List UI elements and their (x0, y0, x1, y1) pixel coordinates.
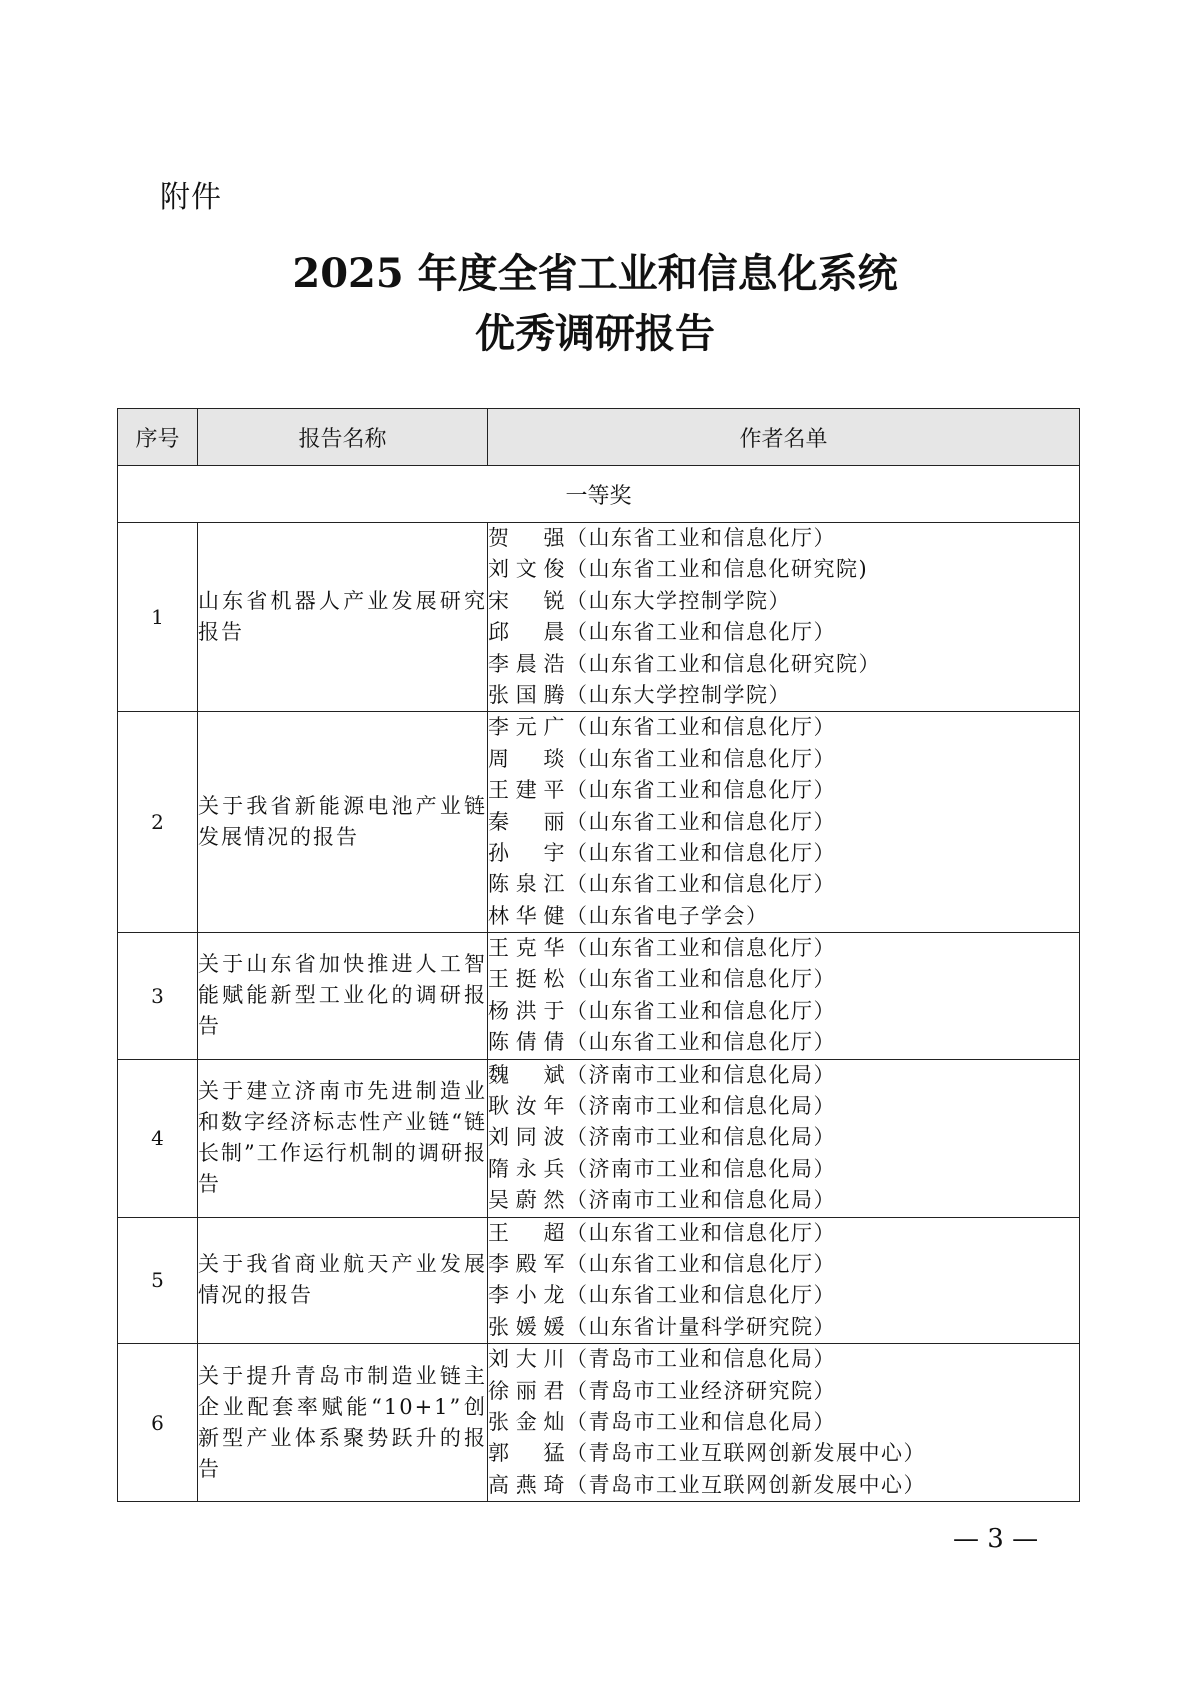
tier-label: 一等奖 (118, 466, 1080, 523)
author-entry (488, 1470, 1079, 1501)
author-entry (488, 838, 1079, 869)
author-entry (488, 1154, 1079, 1185)
author-name: 陈倩倩 (488, 1030, 566, 1055)
author-name: 魏 斌 (488, 1062, 566, 1087)
author-list (488, 1059, 1080, 1217)
table-header-row (118, 409, 1080, 466)
author-organization: （山东省工业和信息化厅） (566, 526, 836, 550)
author-organization: （山东省工业和信息化厅） (566, 746, 836, 771)
author-organization: （青岛市工业和信息化局） (566, 1347, 836, 1372)
author-name: 徐丽君 (488, 1378, 566, 1403)
author-name: 刘大川 (488, 1347, 566, 1372)
author-entry (488, 1249, 1079, 1280)
author-name: 张国腾 (488, 682, 566, 707)
row-index: 3 (118, 933, 198, 1060)
author-name: 王挺松 (488, 967, 566, 992)
author-name: 杨洪于 (488, 998, 566, 1023)
author-name: 耿汝年 (488, 1094, 566, 1119)
report-title: 关于我省商业航天产业发展情况的报告 (198, 1217, 488, 1344)
author-organization: （山东省工业和信息化厅） (566, 872, 836, 897)
author-name: 周 琰 (488, 746, 566, 771)
author-entry (488, 869, 1079, 900)
report-title: 关于提升青岛市制造业链主企业配套率赋能“10+1”创新型产业体系聚势跃升的报告 (198, 1344, 488, 1502)
author-organization: （山东省工业和信息化研究院） (566, 651, 881, 676)
author-name: 张金灿 (488, 1409, 566, 1434)
author-name: 郭 猛 (488, 1441, 566, 1466)
author-organization: （山东大学控制学院） (566, 588, 791, 613)
author-entry (488, 1280, 1079, 1311)
author-entry (488, 1376, 1079, 1407)
author-name: 孙 宇 (488, 840, 566, 865)
table-row (118, 523, 1080, 712)
author-name: 秦 丽 (488, 809, 566, 834)
author-name: 王建平 (488, 778, 566, 803)
author-name: 李元广 (488, 715, 566, 740)
author-entry (488, 523, 1079, 554)
author-name: 贺 强 (488, 526, 566, 550)
author-entry (488, 775, 1079, 806)
row-index: 2 (118, 712, 198, 933)
author-entry (488, 1091, 1079, 1122)
author-list (488, 1344, 1080, 1502)
author-name: 张媛媛 (488, 1314, 566, 1339)
author-entry (488, 1218, 1079, 1249)
table-row (118, 933, 1080, 1060)
author-name: 刘文俊 (488, 557, 566, 582)
author-entry (488, 1438, 1079, 1469)
author-organization: （青岛市工业互联网创新发展中心） (566, 1441, 926, 1466)
author-organization: （山东省工业和信息化厅） (566, 998, 836, 1023)
author-entry (488, 680, 1079, 711)
author-entry (488, 1407, 1079, 1438)
document-title-line2: 优秀调研报告 (475, 310, 715, 357)
author-entry (488, 964, 1079, 995)
table-row (118, 1344, 1080, 1502)
author-name: 王克华 (488, 936, 566, 961)
table-row (118, 1217, 1080, 1344)
author-name: 李殿军 (488, 1251, 566, 1276)
author-organization: （山东省工业和信息化厅） (566, 1030, 836, 1055)
author-organization: （山东省工业和信息化厅） (566, 809, 836, 834)
author-organization: （山东省工业和信息化厅） (566, 778, 836, 803)
author-organization: （济南市工业和信息化局） (566, 1188, 836, 1213)
author-entry (488, 901, 1079, 932)
row-index: 1 (118, 523, 198, 712)
author-list (488, 712, 1080, 933)
author-organization: （山东省工业和信息化研究院) (566, 557, 869, 582)
table-row (118, 1059, 1080, 1217)
author-entry (488, 649, 1079, 680)
row-index: 4 (118, 1059, 198, 1217)
author-entry (488, 554, 1079, 585)
row-index: 5 (118, 1217, 198, 1344)
author-entry (488, 1122, 1079, 1153)
tier-row (118, 466, 1080, 523)
author-organization: （青岛市工业和信息化局） (566, 1409, 836, 1434)
author-organization: （济南市工业和信息化局） (566, 1125, 836, 1150)
author-entry (488, 1185, 1079, 1216)
author-organization: （山东省工业和信息化厅） (566, 1220, 836, 1245)
author-name: 王 超 (488, 1220, 566, 1245)
author-organization: （山东省工业和信息化厅） (566, 620, 836, 645)
author-name: 刘同波 (488, 1125, 566, 1150)
author-entry (488, 1060, 1079, 1091)
author-organization: （山东省工业和信息化厅） (566, 1283, 836, 1308)
author-organization: （山东省工业和信息化厅） (566, 715, 836, 740)
author-organization: （济南市工业和信息化局） (566, 1156, 836, 1181)
document-title-line1: 2025 年度全省工业和信息化系统 (292, 250, 898, 297)
author-organization: （青岛市工业互联网创新发展中心） (566, 1472, 926, 1497)
author-list (488, 1217, 1080, 1344)
report-title: 山东省机器人产业发展研究报告 (198, 523, 488, 712)
page-number: — 3 — (953, 1524, 1039, 1554)
author-organization: （青岛市工业经济研究院） (566, 1378, 836, 1403)
author-organization: （济南市工业和信息化局） (566, 1094, 836, 1119)
author-entry (488, 586, 1079, 617)
author-list (488, 523, 1080, 712)
table-body (118, 466, 1080, 1502)
author-entry (488, 617, 1079, 648)
awards-table (117, 408, 1080, 1502)
author-name: 林华健 (488, 903, 566, 928)
table-row (118, 712, 1080, 933)
author-name: 宋 锐 (488, 588, 566, 613)
author-entry (488, 996, 1079, 1027)
author-entry (488, 1312, 1079, 1343)
author-organization: （山东省工业和信息化厅） (566, 967, 836, 992)
author-entry (488, 933, 1079, 964)
author-list (488, 933, 1080, 1060)
author-organization: （山东省工业和信息化厅） (566, 936, 836, 961)
author-organization: （山东大学控制学院） (566, 682, 791, 707)
report-title: 关于我省新能源电池产业链发展情况的报告 (198, 712, 488, 933)
author-name: 李晨浩 (488, 651, 566, 676)
column-header-index: 序号 (118, 409, 198, 466)
attachment-label: 附件 (160, 180, 222, 215)
author-entry (488, 1027, 1079, 1058)
author-name: 隋永兵 (488, 1156, 566, 1181)
author-organization: （济南市工业和信息化局） (566, 1062, 836, 1087)
author-entry (488, 712, 1079, 743)
author-entry (488, 1344, 1079, 1375)
report-title: 关于建立济南市先进制造业和数字经济标志性产业链“链长制”工作运行机制的调研报告 (198, 1059, 488, 1217)
author-name: 高燕琦 (488, 1472, 566, 1497)
author-organization: （山东省电子学会） (566, 903, 769, 928)
author-organization: （山东省计量科学研究院） (566, 1314, 836, 1339)
column-header-report-title: 报告名称 (198, 409, 488, 466)
author-entry (488, 744, 1079, 775)
author-name: 李小龙 (488, 1283, 566, 1308)
author-organization: （山东省工业和信息化厅） (566, 840, 836, 865)
author-organization: （山东省工业和信息化厅） (566, 1251, 836, 1276)
author-name: 邱 晨 (488, 620, 566, 645)
author-name: 陈泉江 (488, 872, 566, 897)
author-entry (488, 807, 1079, 838)
column-header-authors: 作者名单 (488, 409, 1080, 466)
report-title: 关于山东省加快推进人工智能赋能新型工业化的调研报告 (198, 933, 488, 1060)
author-name: 吴蔚然 (488, 1188, 566, 1213)
row-index: 6 (118, 1344, 198, 1502)
